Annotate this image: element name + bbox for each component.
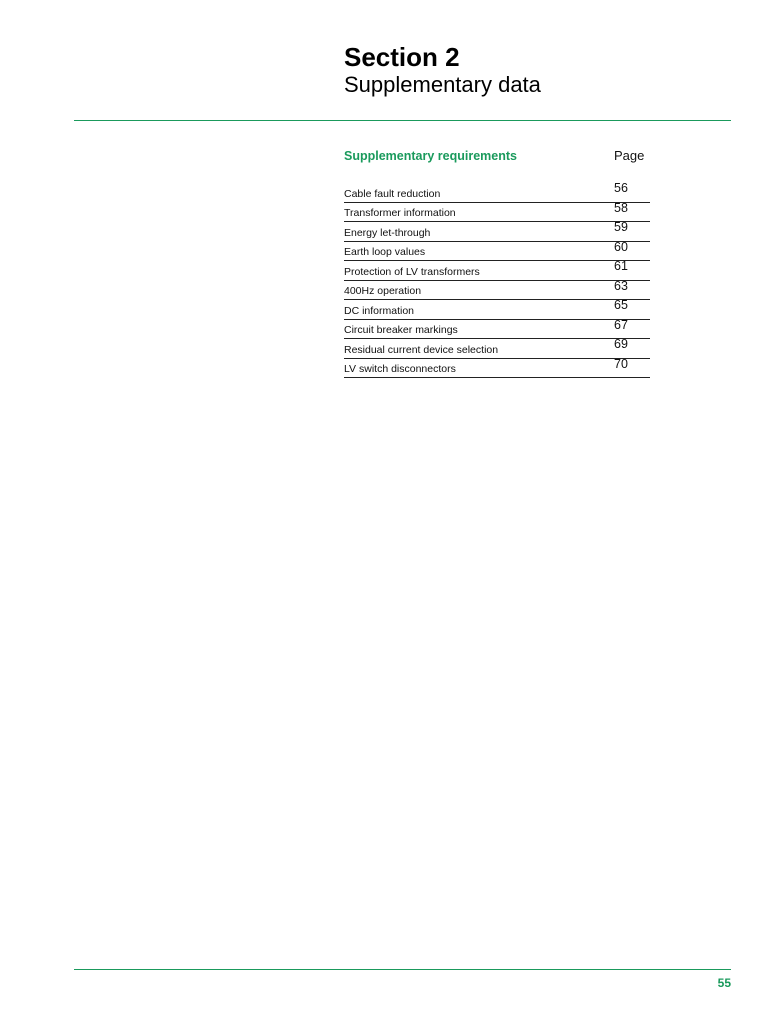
toc-entry-label: Earth loop values (344, 246, 426, 258)
toc-page-column-label: Page (614, 148, 645, 163)
toc-entry-label: Circuit breaker markings (344, 324, 458, 336)
toc-entry[interactable] (344, 339, 650, 359)
toc-entry-label: DC information (344, 304, 415, 317)
table-of-contents (344, 147, 650, 378)
bottom-divider (74, 969, 731, 970)
toc-entry-page: 60 (614, 239, 628, 254)
toc-entry-page: 69 (614, 337, 628, 351)
toc-entry[interactable] (344, 261, 650, 281)
section-number: Section 2 (344, 42, 460, 72)
toc-entry-label: Transformer information (344, 207, 456, 219)
toc-heading: Supplementary requirements (344, 149, 517, 163)
toc-entry-page: 56 (614, 181, 628, 195)
toc-entry-label: Energy let-through (344, 226, 431, 239)
toc-entry[interactable] (344, 300, 650, 320)
toc-entry[interactable] (344, 200, 650, 223)
page-number: 55 (717, 976, 731, 990)
toc-list (344, 183, 650, 378)
toc-entry[interactable] (344, 239, 650, 262)
toc-entry[interactable] (344, 356, 650, 379)
toc-entry[interactable] (344, 222, 650, 242)
section-title: Supplementary data (344, 72, 541, 97)
top-divider (74, 120, 731, 121)
toc-entry-label: 400Hz operation (344, 285, 422, 297)
toc-entry-page: 59 (614, 220, 628, 234)
toc-entry-label: LV switch disconnectors (344, 363, 456, 375)
toc-entry-page: 65 (614, 298, 628, 312)
toc-entry-label: Residual current device selection (344, 343, 499, 356)
toc-entry-label: Cable fault reduction (344, 187, 441, 200)
toc-entry-label: Protection of LV transformers (344, 265, 480, 278)
toc-entry[interactable] (344, 183, 650, 203)
toc-entry[interactable] (344, 317, 650, 340)
toc-entry-page: 70 (614, 356, 628, 371)
toc-entry-page: 61 (614, 259, 628, 273)
toc-header (344, 147, 650, 183)
toc-entry-page: 63 (614, 278, 628, 293)
section-heading (344, 42, 541, 98)
toc-entry-page: 67 (614, 317, 628, 332)
toc-entry[interactable] (344, 278, 650, 301)
toc-entry-page: 58 (614, 200, 628, 215)
